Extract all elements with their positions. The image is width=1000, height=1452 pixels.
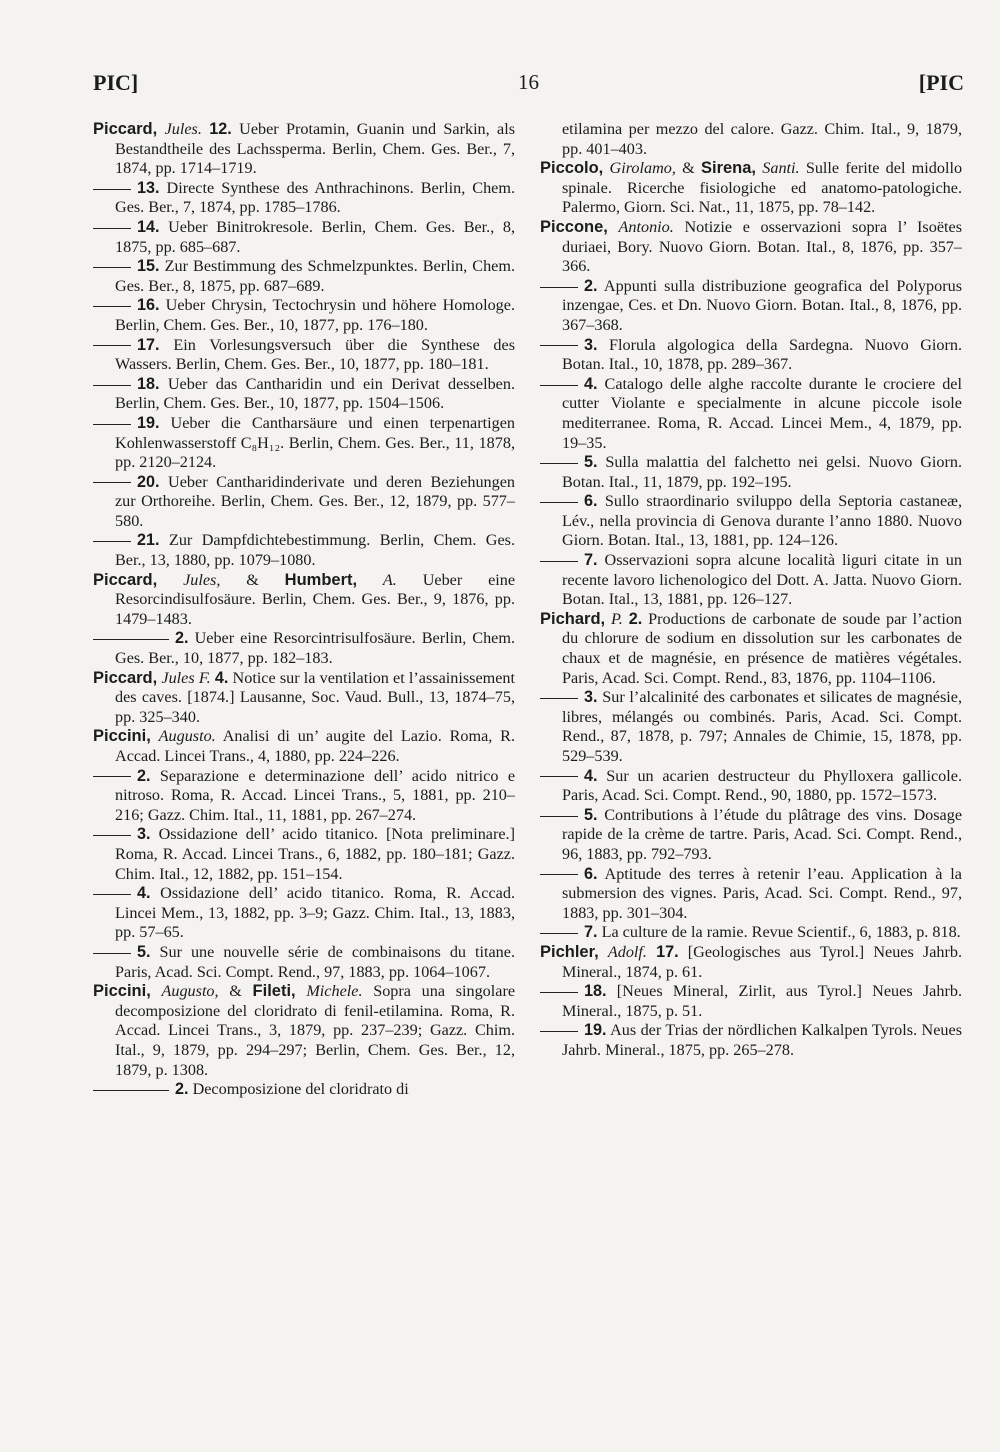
ditto-dash xyxy=(93,639,169,640)
ditto-dash xyxy=(540,385,578,386)
entry-text: Ossidazione dell’ acido titanico. [Nota preliminare.] Roma, R. Accad. Lincei Trans., 6, 1882, pp. 180–181; Gazz. Chim. Ital., 12, 1882, pp. 151–154. xyxy=(115,825,515,883)
right-column xyxy=(540,120,962,1061)
entry-number: 2. xyxy=(584,276,598,295)
bibliography-entry xyxy=(540,1021,962,1060)
coauthor-given-name: Michele. xyxy=(306,982,363,1001)
entry-number: 21. xyxy=(137,531,160,550)
entry-number: 20. xyxy=(137,472,160,491)
bibliography-entry xyxy=(93,629,515,668)
entry-text: Sur un acarien destructeur du Phylloxera gallicole. Paris, Acad. Sci. Compt. Rend., 90, 1880, pp. 1572–1573. xyxy=(562,766,963,805)
bibliography-entry xyxy=(93,884,515,943)
bibliography-entry xyxy=(93,257,515,296)
author-given-name: P. xyxy=(610,609,623,628)
entry-text: [Neues Mineral, Zirlit, aus Tyrol.] Neues Jahrb. Mineral., 1875, p. 51. xyxy=(562,982,962,1020)
entry-number: 5. xyxy=(584,453,598,472)
bibliography-entry xyxy=(93,179,515,218)
bibliography-entry xyxy=(540,453,962,492)
bibliography-entry xyxy=(93,531,515,570)
entry-text: Ueber Binitrokresole. Berlin, Chem. Ges. Ber., 8, 1875, pp. 685–687. xyxy=(115,217,516,256)
entry-number: 12. xyxy=(209,120,232,138)
ditto-dash xyxy=(540,463,578,464)
ditto-dash xyxy=(93,894,131,895)
bibliography-entry xyxy=(93,473,515,532)
entry-text: Ueber das Cantharidin und ein Derivat desselben. Berlin, Chem. Ges. Ber., 10, 1877, pp. 1504–1506. xyxy=(115,374,516,413)
ditto-dash xyxy=(93,953,131,954)
running-head-left: PIC] xyxy=(93,70,139,95)
bibliography-entry xyxy=(540,375,962,453)
entry-text: La culture de la ramie. Revue Scientif., 6, 1883, p. 818. xyxy=(601,923,961,942)
ampersand: & xyxy=(246,570,285,589)
ditto-dash xyxy=(540,816,578,817)
ditto-dash xyxy=(93,1090,169,1091)
entry-number: 7. xyxy=(584,923,598,942)
entry-number: 19. xyxy=(137,413,160,432)
ampersand: & xyxy=(682,159,701,178)
author-given-name: Augusto, xyxy=(161,982,219,1001)
bibliography-entry xyxy=(540,218,962,277)
ampersand: & xyxy=(229,982,253,1001)
entry-text: Notizie e osservazioni sopra l’ Isoëtes duriaei, Bory. Nuovo Giorn. Botan. Ital., 8, 1876, pp. 357–366. xyxy=(562,217,962,276)
coauthor-surname: Fileti, xyxy=(252,982,296,1001)
ditto-dash xyxy=(93,228,131,229)
bibliography-entry xyxy=(540,865,962,924)
author-given-name: Jules. xyxy=(164,120,202,138)
left-column xyxy=(93,120,515,1100)
ditto-dash xyxy=(93,541,131,542)
entry-text: Ossidazione dell’ acido titanico. Roma, R. Accad. Lincei Mem., 13, 1882, pp. 3–9; Gazz. Chim. Ital., 13, 1883, pp. 57–65. xyxy=(115,884,516,942)
entry-text: Ueber Protamin, Guanin und Sarkin, als Bestandtheile des Lachssperma. Berlin, Chem. Ges. Ber., 7, 1874, pp. 1714–1719. xyxy=(115,120,516,178)
bibliography-entry xyxy=(93,669,515,728)
entry-text: Aus der Trias der nördlichen Kalkalpen Tyrols. Neues Jahrb. Mineral., 1875, pp. 265–278. xyxy=(562,1021,963,1059)
entry-text: Directe Synthese des Anthrachinons. Berlin, Chem. Ges. Ber., 7, 1874, pp. 1785–1786. xyxy=(115,178,516,217)
entry-number: 17. xyxy=(656,942,679,961)
entry-text: Productions de carbonate de soude par l’action du chlorure de sodium en dissolution sur les carbonates de chaux et de magnésie, en présence de matières végétales. Paris, Acad. Sci. Compt. Rend., 83, 1876, pp. 1104–1106. xyxy=(562,609,963,687)
entry-number: 3. xyxy=(584,688,598,707)
bibliography-entry xyxy=(540,688,962,766)
bibliography-entry xyxy=(93,571,515,630)
entry-number: 6. xyxy=(584,864,598,883)
entry-text: Sulle ferite del midollo spinale. Ricerche fisiologiche ed anatomo-patologiche. Palermo, Giorn. Sci. Nat., 11, 1875, pp. 78–142. xyxy=(562,159,963,217)
bibliography-entry xyxy=(540,277,962,336)
entry-text: Florula algologica della Sardegna. Nuovo Giorn. Botan. Ital., 10, 1878, pp. 289–367. xyxy=(562,335,963,374)
entry-number: 4. xyxy=(214,668,229,687)
entry-number: 6. xyxy=(584,492,598,511)
ditto-dash xyxy=(93,267,131,268)
author-given-name: Antonio. xyxy=(618,217,674,236)
entry-text: Sur une nouvelle série de combinaisons du titane. Paris, Acad. Sci. Compt. Rend., 97, 1883, pp. 1064–1067. xyxy=(115,942,515,981)
entry-text: Zur Dampfdichtebestimmung. Berlin, Chem. Ges. Ber., 13, 1880, pp. 1079–1080. xyxy=(115,531,516,570)
coauthor-surname: Humbert, xyxy=(284,570,358,589)
entry-text: Analisi di un’ augite del Lazio. Roma, R. Accad. Lincei Trans., 4, 1880, pp. 224–226. xyxy=(115,727,516,765)
bibliography-entry xyxy=(93,825,515,884)
entry-number: 2. xyxy=(175,1080,189,1099)
coauthor-given-name: Santi. xyxy=(762,159,800,178)
entry-number: 13. xyxy=(137,178,160,197)
ditto-dash xyxy=(93,776,131,777)
ditto-dash xyxy=(540,287,578,288)
bibliography-entry xyxy=(93,727,515,766)
entry-text: Appunti sulla distribuzione geografica del Polyporus inzengae, Ces. et Dn. Nuovo Giorn. Botan. Ital., 8, 1876, pp. 367–368. xyxy=(562,276,962,334)
author-given-name: Girolamo, xyxy=(609,159,676,178)
author-surname: Piccard, xyxy=(93,120,158,138)
bibliography-entry xyxy=(540,120,962,159)
entry-text: Sullo straordinario sviluppo della Septoria castaneæ, Lév., nella provincia di Genova durante l’anno 1880. Nuovo Giorn. Botan. Ital., 13, 1881, pp. 124–126. xyxy=(562,492,962,550)
bibliography-entry xyxy=(540,551,962,610)
bibliography-entry xyxy=(93,767,515,826)
entry-text: Osservazioni sopra alcune località liguri citate in un recente lavoro lichenologico del Dott. A. Jatta. Nuovo Giorn. Botan. Ital., 13, 1881, pp. 126–127. xyxy=(562,551,962,609)
bibliography-entry xyxy=(93,336,515,375)
ditto-dash xyxy=(540,1031,578,1032)
ditto-dash xyxy=(540,345,578,346)
entry-text: Ueber die Cantharsäure und einen terpenartigen Kohlenwasserstoff C₈H₁₂. Berlin, Chem. Ges. Ber., 11, 1878, pp. 2120–2124. xyxy=(115,413,515,472)
entry-text: Decomposizione del cloridrato di xyxy=(192,1080,409,1099)
entry-number: 4. xyxy=(137,884,151,903)
author-surname: Piccolo, xyxy=(540,159,604,178)
entry-text: Sulla malattia del falchetto nei gelsi. Nuovo Giorn. Botan. Ital., 11, 1879, pp. 192–195. xyxy=(562,453,963,491)
ditto-dash xyxy=(93,385,131,386)
entry-number: 7. xyxy=(584,551,598,570)
ditto-dash xyxy=(93,424,131,425)
author-given-name: Adolf. xyxy=(607,942,647,961)
entry-number: 16. xyxy=(137,296,160,315)
bibliography-entry xyxy=(540,982,962,1021)
bibliography-entry xyxy=(540,767,962,806)
author-given-name: Jules F. xyxy=(161,668,211,687)
entry-text: Notice sur la ventilation et l’assainissement des caves. [1874.] Lausanne, Soc. Vaud. Bull., 13, 1874–75, pp. 325–340. xyxy=(115,668,516,726)
bibliography-entry xyxy=(540,610,962,688)
bibliography-entry xyxy=(540,943,962,982)
author-surname: Pichler, xyxy=(540,942,599,961)
entry-number: 2. xyxy=(628,609,643,628)
bibliography-entry xyxy=(93,414,515,473)
entry-text: Zur Bestimmung des Schmelzpunktes. Berlin, Chem. Ges. Ber., 8, 1875, pp. 687–689. xyxy=(115,257,515,295)
entry-text: Ein Vorlesungsversuch über die Synthese des Wassers. Berlin, Chem. Ges. Ber., 10, 1877, pp. 180–181. xyxy=(115,335,516,374)
entry-number: 14. xyxy=(137,217,160,236)
bibliography-entry xyxy=(540,336,962,375)
entry-number: 4. xyxy=(584,766,598,785)
bibliography-entry xyxy=(93,1080,515,1100)
ditto-dash xyxy=(93,835,131,836)
author-surname: Piccini, xyxy=(93,982,151,1001)
running-head-right: [PIC xyxy=(918,70,964,95)
ditto-dash xyxy=(540,776,578,777)
entry-number: 5. xyxy=(584,805,598,824)
entry-number: 2. xyxy=(175,629,189,648)
coauthor-surname: Sirena, xyxy=(700,159,757,178)
entry-text: Separazione e determinazione dell’ acido nitrico e nitroso. Roma, R. Accad. Lincei Trans., 5, 1881, pp. 210–216; Gazz. Chim. Ital., 11, 1881, pp. 267–274. xyxy=(115,766,516,824)
entry-number: 5. xyxy=(137,942,151,961)
ditto-dash xyxy=(540,933,578,934)
entry-number: 19. xyxy=(584,1021,607,1040)
author-given-name: Augusto. xyxy=(158,727,216,746)
entry-text: Ueber eine Resorcindisulfosäure. Berlin, Chem. Ges. Ber., 9, 1876, pp. 1479–1483. xyxy=(115,570,516,628)
page-number: 16 xyxy=(518,70,539,94)
bibliography-entry xyxy=(93,943,515,982)
entry-number: 18. xyxy=(137,374,160,393)
entry-text: Ueber Chrysin, Tectochrysin und höhere Homologe. Berlin, Chem. Ges. Ber., 10, 1877, pp. 176–180. xyxy=(115,296,515,334)
coauthor-given-name: A. xyxy=(382,570,397,589)
entry-text: Ueber eine Resorcintrisulfosäure. Berlin, Chem. Ges. Ber., 10, 1877, pp. 182–183. xyxy=(115,629,516,668)
entry-number: 2. xyxy=(137,766,151,785)
bibliography-entry xyxy=(93,296,515,335)
ditto-dash xyxy=(540,698,578,699)
bibliography-entry xyxy=(540,806,962,865)
bibliography-entry xyxy=(93,982,515,1080)
author-surname: Pichard, xyxy=(540,609,606,628)
entry-number: 17. xyxy=(137,335,160,354)
entry-text: Contributions à l’étude du plâtrage des vins. Dosage rapide de la crème de tartre. Paris, Acad. Sci. Compt. Rend., 96, 1883, pp. 792–793. xyxy=(562,805,963,863)
ditto-dash xyxy=(93,482,131,483)
entry-number: 3. xyxy=(137,825,151,844)
entry-text: etilamina per mezzo del calore. Gazz. Chim. Ital., 9, 1879, pp. 401–403. xyxy=(562,120,962,158)
ditto-dash xyxy=(540,502,578,503)
entry-text: Catalogo delle alghe raccolte durante le crociere del cutter Violante e specialmente in alcune piccole isole mediterranee. Roma, R. Accad. Lincei Mem., 4, 1879, pp. 19–35. xyxy=(562,374,962,452)
ditto-dash xyxy=(540,561,578,562)
entry-text: Aptitude des terres à retenir l’eau. Application à la submersion des vignes. Paris, Acad. Sci. Compt. Rend., 97, 1883, pp. 301–304. xyxy=(562,864,962,922)
author-surname: Piccone, xyxy=(540,217,608,236)
entry-text: [Geologisches aus Tyrol.] Neues Jahrb. Mineral., 1874, p. 61. xyxy=(562,942,963,981)
author-surname: Piccard, xyxy=(93,570,158,589)
bibliography-entry xyxy=(540,923,962,943)
author-surname: Piccini, xyxy=(93,727,151,746)
bibliography-entry xyxy=(93,120,515,179)
ditto-dash xyxy=(93,306,131,307)
bibliography-entry xyxy=(93,375,515,414)
entry-number: 18. xyxy=(584,982,607,1001)
entry-number: 4. xyxy=(584,374,598,393)
entry-text: Ueber Cantharidinderivate und deren Beziehungen zur Orthoreihe. Berlin, Chem. Ges. Ber., 12, 1879, pp. 577–580. xyxy=(115,472,515,530)
bibliography-entry xyxy=(540,159,962,218)
bibliography-entry xyxy=(540,492,962,551)
entry-number: 15. xyxy=(137,257,160,276)
ditto-dash xyxy=(540,992,578,993)
bibliography-entry xyxy=(93,218,515,257)
ditto-dash xyxy=(93,189,131,190)
ditto-dash xyxy=(93,345,131,346)
ditto-dash xyxy=(540,874,578,875)
entry-text: Sur l’alcalinité des carbonates et silicates de magnésie, libres, mélangés ou combinés. Paris, Acad. Sci. Compt. Rend., 87, 1878, p. 797; Annales de Chimie, 15, 1878, pp. 529–539. xyxy=(562,688,962,765)
author-given-name: Jules, xyxy=(183,570,221,589)
entry-number: 3. xyxy=(584,335,598,354)
author-surname: Piccard, xyxy=(93,668,158,687)
entry-text: Sopra una singolare decomposizione del cloridrato di fenil-etilamina. Roma, R. Accad. Lincei Trans., 3, 1879, pp. 237–239; Gazz. Chim. Ital., 9, 1879, pp. 294–297; Berlin, Chem. Ges. Ber., 12, 1879, p. 1308. xyxy=(115,982,516,1079)
